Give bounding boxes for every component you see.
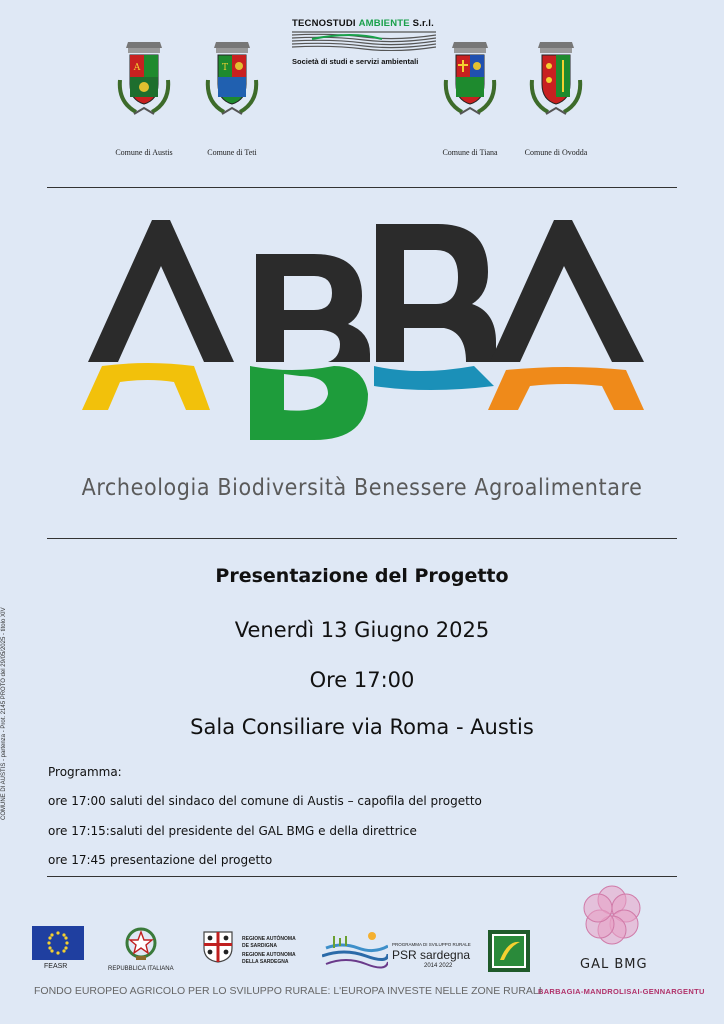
abba-yellow-stroke bbox=[82, 363, 210, 410]
abba-blue-stroke bbox=[374, 366, 494, 390]
program-item bbox=[48, 794, 482, 808]
svg-text:T: T bbox=[221, 63, 229, 73]
teti-crest-icon bbox=[204, 40, 260, 120]
psr-landscape-icon bbox=[322, 926, 388, 970]
svg-text:A: A bbox=[133, 63, 141, 73]
program-item-text: saluti del presidente del GAL BMG e della direttrice bbox=[110, 824, 417, 838]
regione-line1: REGIONE AUTÒNOMA DE SARDIGNA bbox=[242, 936, 296, 949]
header-divider bbox=[47, 187, 677, 188]
comune-tiana-label: Comune di Tiana bbox=[442, 148, 498, 157]
project-subtitle: Archeologia Biodiversità Benessere Agroalimentare bbox=[81, 475, 643, 501]
eu-flag-icon bbox=[32, 926, 84, 960]
event-time: Ore 17:00 bbox=[309, 668, 415, 692]
program-item bbox=[48, 853, 272, 867]
regione-line2: REGIONE AUTONOMA DELLA SARDEGNA bbox=[242, 952, 296, 965]
tecnostudi-waves-icon bbox=[292, 29, 436, 51]
repubblica-label: REPUBBLICA ITALIANA bbox=[108, 966, 174, 972]
abba-letter-a2 bbox=[490, 220, 644, 362]
comune-teti-label: Comune di Teti bbox=[207, 148, 257, 157]
tiana-crest-icon bbox=[442, 40, 498, 120]
tecnostudi-tagline: Società di studi e servizi ambientali bbox=[292, 57, 419, 66]
regione-sardegna-emblem-icon bbox=[200, 928, 236, 964]
event-place: Sala Consiliare via Roma - Austis bbox=[190, 715, 534, 739]
program-item-text: saluti del sindaco del comune di Austis – capofila del progetto bbox=[110, 794, 482, 808]
program-item bbox=[48, 824, 417, 838]
program-item-time: ore 17:15: bbox=[48, 824, 110, 838]
repubblica-emblem-icon bbox=[124, 926, 158, 962]
leader-logo-icon bbox=[488, 930, 530, 972]
fund-text: FONDO EUROPEO AGRICOLO PER LO SVILUPPO RURALE: L'EUROPA INVESTE NELLE ZONE RURALI bbox=[34, 985, 542, 997]
program-heading: Programma: bbox=[48, 765, 122, 779]
event-date: Venerdì 13 Giugno 2025 bbox=[234, 618, 490, 642]
protocol-stamp-text: COMUNE DI AUSTIS - partenza - Prot. 2145 PROTO del 29/05/2025 - titolo XIV bbox=[1, 607, 7, 820]
event-title: Presentazione del Progetto bbox=[215, 565, 509, 587]
program-item-time: ore 17:00 bbox=[48, 794, 106, 808]
austis-crest-icon bbox=[116, 40, 172, 120]
tecnostudi-logo bbox=[292, 18, 436, 64]
abba-letter-a1 bbox=[88, 220, 234, 362]
program-item-text: presentazione del progetto bbox=[110, 853, 273, 867]
program-divider bbox=[47, 876, 677, 877]
gal-bmg-flower-icon bbox=[580, 882, 644, 946]
ovodda-crest-icon bbox=[528, 40, 584, 120]
subtitle-divider bbox=[47, 538, 677, 539]
comune-ovodda-label: Comune di Ovodda bbox=[524, 148, 588, 157]
psr-years-label: 2014 2022 bbox=[424, 963, 453, 969]
psr-main-label: PSR sardegna bbox=[392, 948, 471, 962]
feasr-label: FEASR bbox=[44, 963, 68, 970]
tecnostudi-name: TECNOSTUDI AMBIENTE S.r.l. bbox=[292, 18, 434, 29]
psr-top-label: PROGRAMMA DI SVILUPPO RURALE bbox=[392, 942, 471, 947]
gal-area: BARBAGIA-MANDROLISAI-GENNARGENTU bbox=[538, 987, 705, 996]
comune-austis-label: Comune di Austis bbox=[115, 148, 173, 157]
abba-letter-b1 bbox=[256, 254, 370, 362]
gal-name: GAL BMG bbox=[580, 957, 648, 972]
abba-green-stroke bbox=[250, 366, 368, 440]
abba-orange-stroke bbox=[488, 367, 644, 410]
program-item-time: ore 17:45 bbox=[48, 853, 106, 867]
abba-logo bbox=[78, 214, 646, 446]
abba-letter-b2 bbox=[376, 224, 496, 362]
